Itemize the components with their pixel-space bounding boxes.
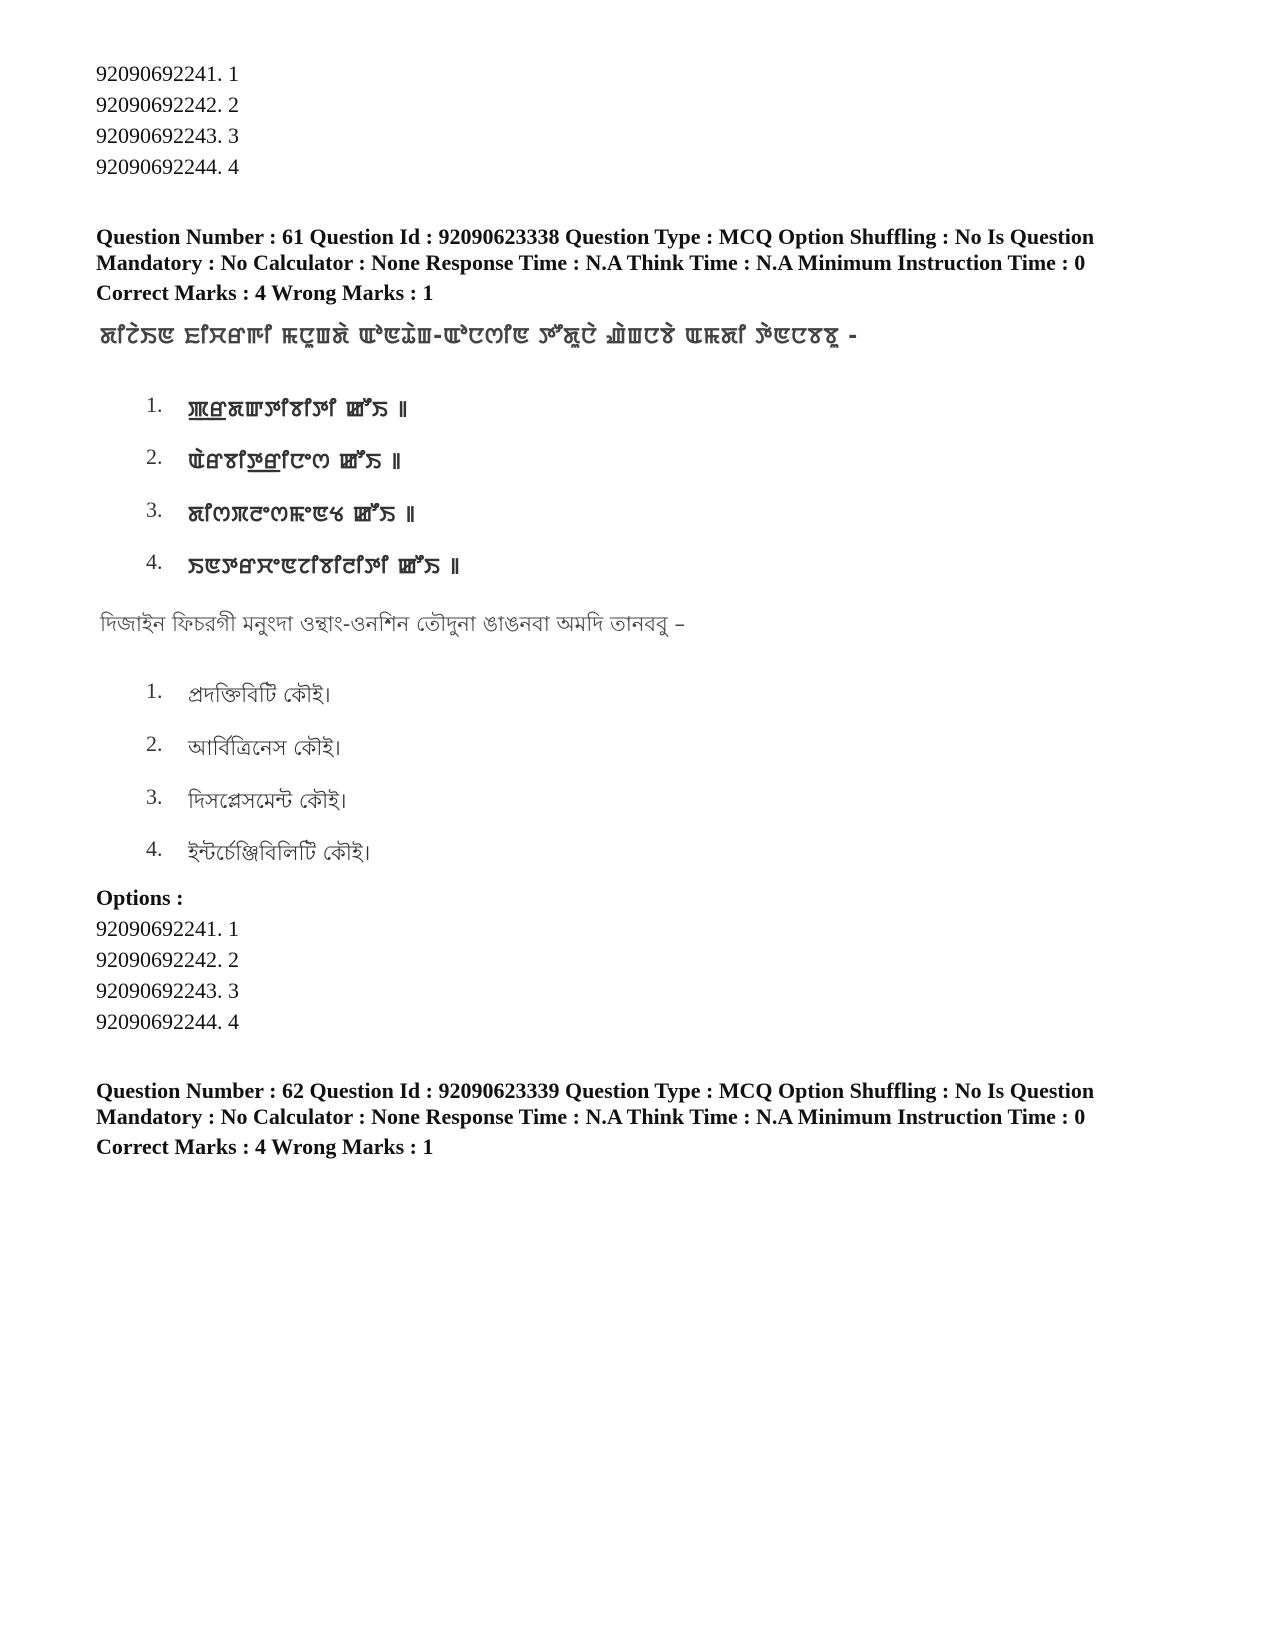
question-marks: Correct Marks : 4 Wrong Marks : 1 xyxy=(96,280,434,305)
option-line: 92090692241. 1 xyxy=(96,916,239,941)
question-stem-bengali: দিজাইন ফিচরগী মনুংদা ওন্থাং-ওনশিন তৌদুনা ঙাঙনবা অমদি তানববু – xyxy=(100,612,685,636)
option-number: 3. xyxy=(146,497,163,522)
option-line: 92090692242. 2 xyxy=(96,92,239,117)
option-line: 92090692244. 4 xyxy=(96,1009,239,1034)
option-number: 4. xyxy=(146,836,163,861)
question-header-line2: Mandatory : No Calculator : None Response Time : N.A Think Time : N.A Minimum Instruction Time : 0 xyxy=(96,250,1086,275)
option-number: 2. xyxy=(146,731,163,756)
question-header-line1: Question Number : 62 Question Id : 92090623339 Question Type : MCQ Option Shuffling : No Is Question xyxy=(96,1078,1095,1103)
option-text: ꯗꯤꯁꯞꯂꯦꯁꯃꯦꯟꯠ ꯀꯧꯏ ꯫ xyxy=(188,502,417,526)
option-text: আর্বিত্রিনেস কৌই। xyxy=(188,736,341,760)
question-header-line2: Mandatory : No Calculator : None Response Time : N.A Think Time : N.A Minimum Instruction Time : 0 xyxy=(96,1104,1086,1129)
option-number: 3. xyxy=(146,784,163,809)
question-header-line1: Question Number : 61 Question Id : 92090623338 Question Type : MCQ Option Shuffling : No Is Question xyxy=(96,224,1095,249)
option-line: 92090692243. 3 xyxy=(96,978,239,1003)
option-text: ইন্টর্চেঞ্জিবিলিটি কৌই। xyxy=(188,841,371,865)
options-label: Options : xyxy=(96,885,184,910)
option-number: 1. xyxy=(146,678,163,703)
option-text: ꯄ꯭ꯔꯗꯛꯇꯤꯕꯤꯇꯤ ꯀꯧꯏ ꯫ xyxy=(188,397,409,421)
option-text: ꯏꯟꯇꯔꯆꯦꯟꯖꯤꯕꯤꯂꯤꯇꯤ ꯀꯧꯏ ꯫ xyxy=(188,554,461,578)
option-line: 92090692242. 2 xyxy=(96,947,239,972)
option-number: 2. xyxy=(146,444,163,469)
option-number: 4. xyxy=(146,549,163,574)
question-stem-meitei: ꯗꯤꯖꯥꯏꯟ ꯐꯤꯆꯔꯒꯤ ꯃꯅꯨꯡꯗꯥ ꯑꯣꯟꯊꯥꯡ-ꯑꯣꯅꯁꯤꯟ ꯇꯧꯗꯨꯅꯥ ꯉꯥꯡꯅꯕꯥ ꯑꯃꯗꯤ ꯇꯥꯟꯅꯕꯕꯨ - xyxy=(100,324,859,349)
question-marks: Correct Marks : 4 Wrong Marks : 1 xyxy=(96,1134,434,1159)
option-text: প্রদক্তিবিটি কৌই। xyxy=(188,683,331,707)
option-text: দিসপ্লেসমেন্ট কৌই। xyxy=(188,789,347,813)
option-line: 92090692243. 3 xyxy=(96,123,239,148)
option-line: 92090692244. 4 xyxy=(96,154,239,179)
option-text: ꯑꯥꯔꯕꯤꯇ꯭ꯔꯤꯅꯦꯁ ꯀꯧꯏ ꯫ xyxy=(188,449,402,473)
option-number: 1. xyxy=(146,392,163,417)
option-line: 92090692241. 1 xyxy=(96,61,239,86)
